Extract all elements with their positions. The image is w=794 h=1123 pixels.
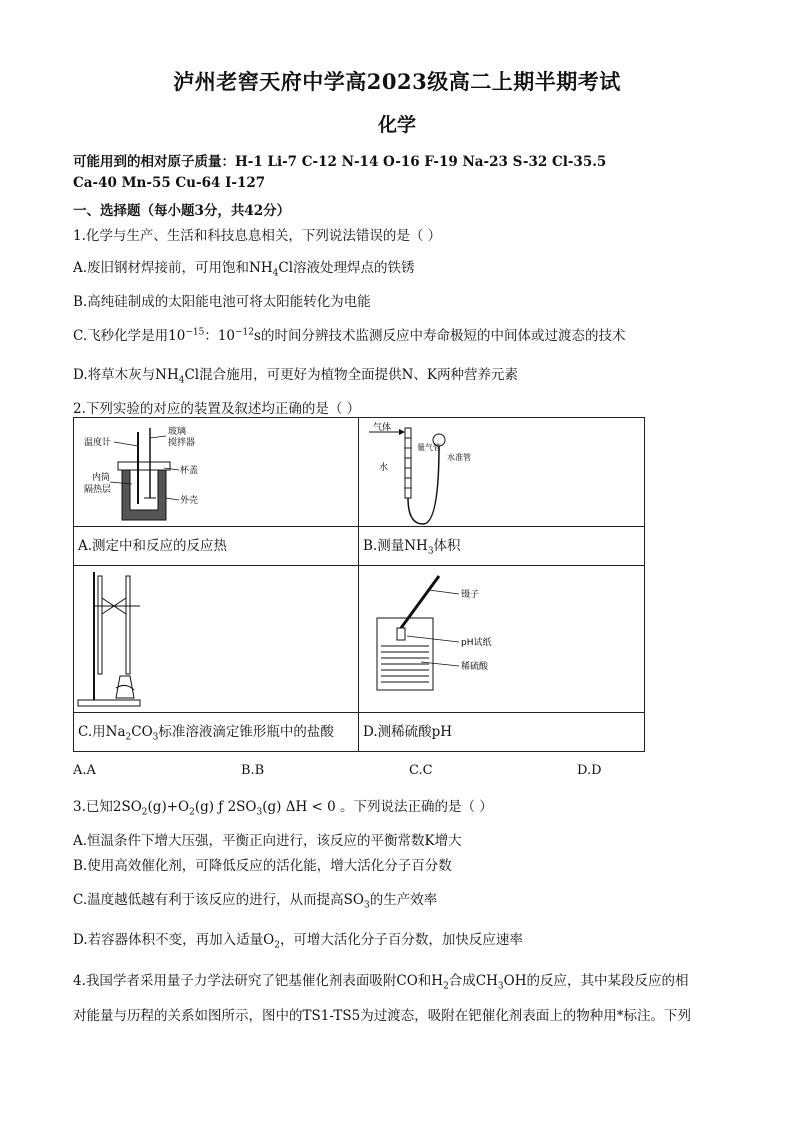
q1-stem: 1.化学与生产、生活和科技息息相关，下列说法错误的是（ ） <box>73 228 442 244</box>
q3-option-a: A.恒温条件下增大压强，平衡正向进行，该反应的平衡常数K增大 <box>73 833 462 849</box>
q3-option-b: B.使用高效催化剂，可降低反应的活化能，增大活化分子百分数 <box>73 858 452 874</box>
q3-option-c: C.温度越低越有利于该反应的进行，从而提高$SO_3$的生产效率 <box>73 892 438 911</box>
q2-apparatus-table <box>73 417 645 752</box>
label-inner: 内筒 <box>92 473 111 483</box>
q4-line-1: 4.我国学者采用量子力学法研究了钯基催化剂表面吸附CO和$H_2$合成$CH_3OH$的反应，其中某段反应的相 <box>73 973 689 992</box>
label-insulation: 隔热层 <box>84 485 112 495</box>
q2-answer-a: A.A <box>73 763 96 778</box>
q3-option-d: D.若容器体积不变，再加入适量$O_2$，可增大活化分子百分数，加快反应速率 <box>73 932 523 951</box>
label-level-tube: 水准管 <box>447 453 471 462</box>
label-tweezers: 镊子 <box>461 590 480 600</box>
caption-d: D.测稀硫酸pH <box>359 713 645 752</box>
q1-option-a: A.废旧钢材焊接前，可用饱和$NH_4Cl$溶液处理焊点的铁锈 <box>73 260 415 279</box>
ph-test-diagram <box>359 566 644 712</box>
caption-b: B.测量$NH_3$体积 <box>359 527 645 566</box>
label-lid: 杯盖 <box>180 466 199 476</box>
q1-option-d: D.将草木灰与$NH_4Cl$混合施用，可更好为植物全面提供N、K两种营养元素 <box>73 367 519 386</box>
q1-option-b: B.高纯硅制成的太阳能电池可将太阳能转化为电能 <box>73 294 371 310</box>
caption-c: C.用$Na_2CO_3$标准溶液滴定锥形瓶中的盐酸 <box>74 713 359 752</box>
section-heading: 一、选择题（每小题3分，共42分） <box>73 203 291 219</box>
caption-a: A.测定中和反应的反应热 <box>74 527 359 566</box>
q2-answer-d: D.D <box>577 763 602 778</box>
calorimeter-diagram <box>74 418 358 526</box>
exam-title: 泸州老窖天府中学高2023级高二上期半期考试 <box>173 69 621 94</box>
label-thermometer: 温度计 <box>84 438 112 448</box>
gas-volume-diagram <box>359 418 644 526</box>
titration-diagram <box>74 566 358 712</box>
label-shell: 外壳 <box>180 496 199 506</box>
label-water: 水 <box>379 463 389 473</box>
q4-line-2: 对能量与历程的关系如图所示，图中的TS1-TS5为过渡态，吸附在钯催化剂表面上的物种用*标注。下列 <box>73 1008 692 1024</box>
label-dilute-sulfuric-acid: 稀硫酸 <box>461 662 489 672</box>
label-gas: 气体 <box>373 423 392 433</box>
label-glass: 玻璃 <box>168 427 187 437</box>
label-measuring-tube: 量气管 <box>417 443 441 452</box>
q3-stem: 3.已知$2SO_2(g)+O_2(g)$ ƒ $2SO_3(g) \Delta H < 0$ 。下列说法正确的是（ ） <box>73 799 493 818</box>
label-ph-paper: pH试纸 <box>461 638 492 648</box>
q2-answer-c: C.C <box>409 763 433 778</box>
atomic-mass-line-1: 可能用到的相对原子质量：H-1 Li-7 C-12 N-14 O-16 F-19 Na-23 S-32 Cl-35.5 <box>73 154 607 170</box>
subject-title: 化学 <box>377 114 416 136</box>
q2-stem: 2.下列实验的对应的装置及叙述均正确的是（ ） <box>73 401 361 417</box>
label-stirrer: 搅拌器 <box>168 438 196 448</box>
atomic-mass-line-2: Ca-40 Mn-55 Cu-64 I-127 <box>73 175 266 191</box>
q2-answer-b: B.B <box>241 763 265 778</box>
q1-option-c: C.飞秒化学是用$10^{-15}$：$10^{-12}s$的时间分辨技术监测反应中寿命极短的中间体或过渡态的技术 <box>73 327 626 344</box>
